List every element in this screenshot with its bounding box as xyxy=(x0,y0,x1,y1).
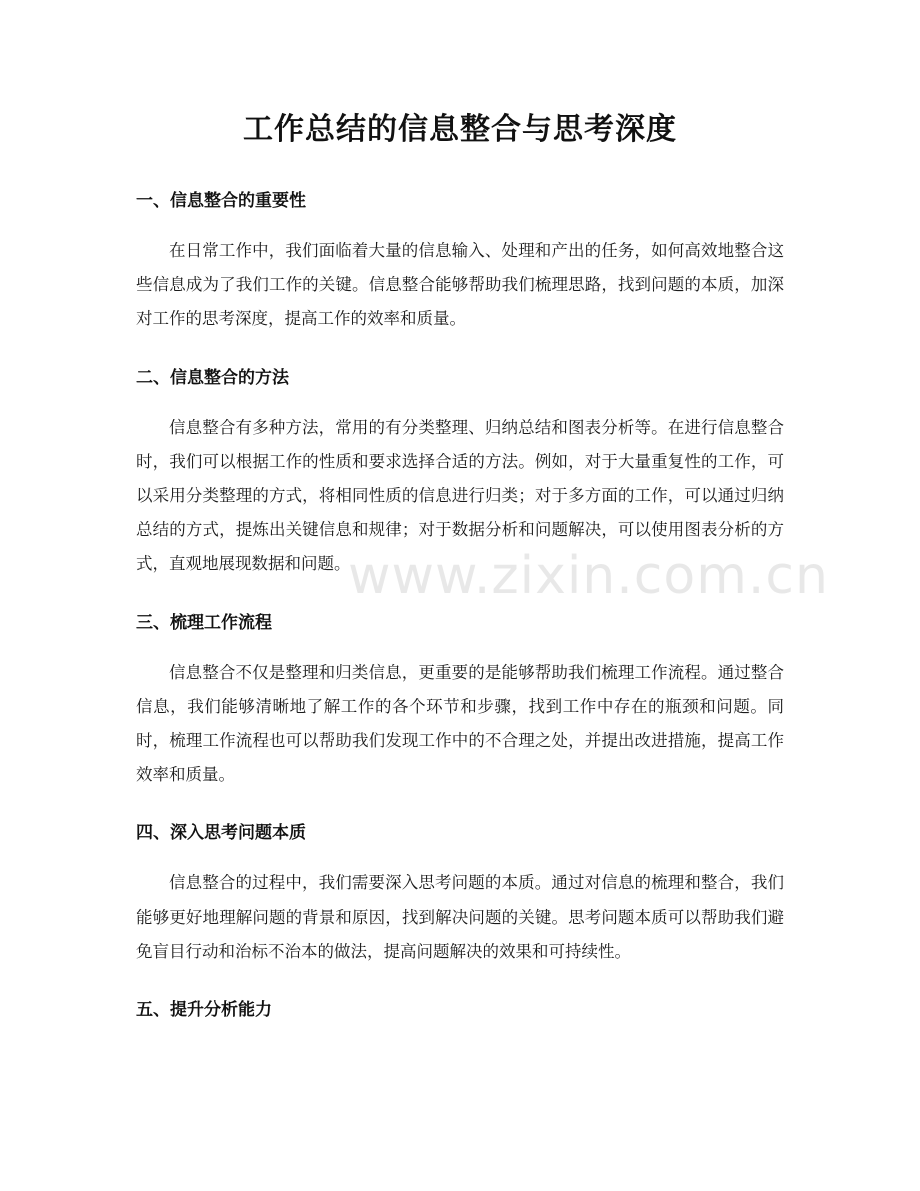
section-heading: 二、信息整合的方法 xyxy=(136,367,289,388)
section-analysis-ability xyxy=(136,995,784,1025)
document-content xyxy=(136,186,784,1047)
section-importance xyxy=(136,186,784,337)
section-deep-thinking xyxy=(136,818,784,969)
section-paragraph: 信息整合不仅是整理和归类信息，更重要的是能够帮助我们梳理工作流程。通过整合信息，我们能够清晰地了解工作的各个环节和步骤，找到工作中存在的瓶颈和问题。同时，梳理工作流程也可以帮助我们发现工作中的不合理之处，并提出改进措施，提高工作效率和质量。 xyxy=(136,662,784,785)
section-paragraph: 信息整合的过程中，我们需要深入思考问题的本质。通过对信息的梳理和整合，我们能够更好地理解问题的背景和原因，找到解决问题的关键。思考问题本质可以帮助我们避免盲目行动和治标不治本的做法，提高问题解决的效果和可持续性。 xyxy=(136,873,784,961)
section-heading: 一、信息整合的重要性 xyxy=(136,191,306,211)
section-heading: 五、提升分析能力 xyxy=(136,1000,272,1021)
section-heading: 三、梳理工作流程 xyxy=(136,612,272,633)
section-workflow xyxy=(136,608,784,793)
page-title: 工作总结的信息整合与思考深度 xyxy=(243,112,677,147)
watermark: www.zixin.com.cn xyxy=(348,546,829,606)
section-paragraph: 信息整合有多种方法，常用的有分类整理、归纳总结和图表分析等。在进行信息整合时，我们可以根据工作的性质和要求选择合适的方法。例如，对于大量重复性的工作，可以采用分类整理的方式，将相同性质的信息进行归类；对于多方面的工作，可以通过归纳总结的方式，提炼出关键信息和规律；对于数据分析和问题解决，可以使用图表分析的方式，直观地展现数据和问题。 xyxy=(136,417,784,574)
section-heading: 四、深入思考问题本质 xyxy=(136,823,306,844)
section-paragraph: 在日常工作中，我们面临着大量的信息输入、处理和产出的任务，如何高效地整合这些信息成为了我们工作的关键。信息整合能够帮助我们梳理思路，找到问题的本质，加深对工作的思考深度，提高工作的效率和质量。 xyxy=(136,241,784,329)
section-methods xyxy=(136,363,784,582)
